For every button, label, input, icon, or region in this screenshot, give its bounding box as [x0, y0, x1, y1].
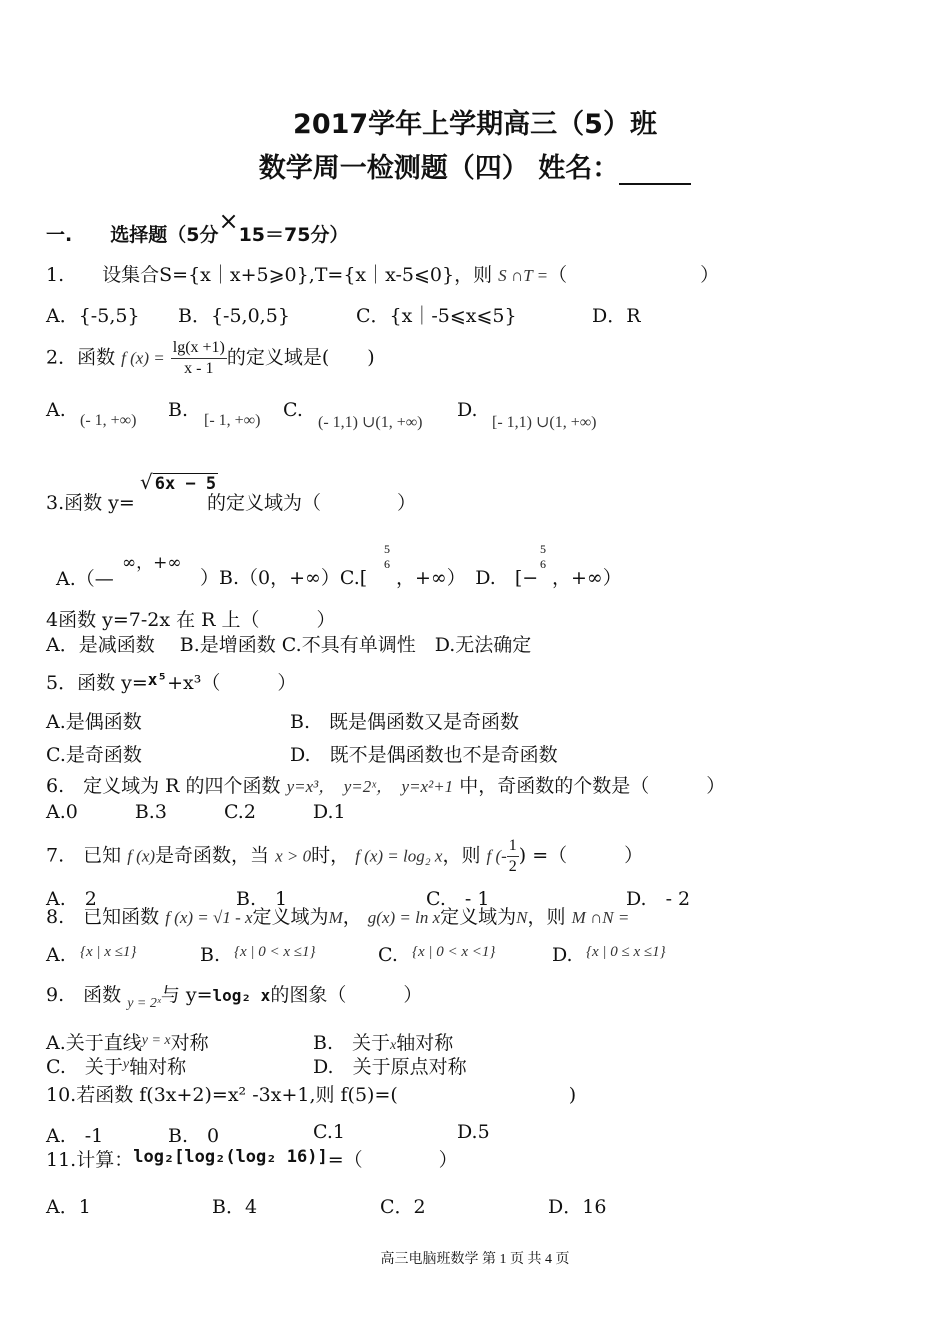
q11-post: =（ ） — [327, 1149, 458, 1171]
q9-c-text2: 轴对称 — [129, 1056, 187, 1078]
q2-fx: f (x) = — [121, 348, 165, 368]
q7-fraction — [507, 836, 519, 877]
q1-option-a: A．{-5,5} — [46, 305, 140, 327]
q8-N: N — [516, 908, 528, 927]
q11-option-d: D．16 — [548, 1196, 607, 1218]
section-rest: 15＝75分） — [238, 224, 349, 246]
q6-options: A.0 B.3 C.2 D.1 — [46, 801, 346, 823]
q9-a-text: A.关于直线 — [46, 1032, 142, 1054]
q6-post: 中，奇函数的个数是（ ） — [459, 775, 726, 797]
q10-option-d: D.5 — [457, 1121, 490, 1143]
q3-fraction-d — [540, 542, 546, 572]
q9-c-text: C. 关于 — [46, 1056, 123, 1078]
q7-den: 2 — [508, 858, 517, 875]
q8-mid: 定义域为 — [252, 906, 329, 928]
q9-y2x: y = 2ˣ — [127, 996, 161, 1011]
q8-mid4: ，则 — [527, 906, 566, 928]
q8-option-a-label: A. — [46, 944, 66, 966]
q5-option-b: B. 既是偶函数又是奇函数 — [290, 711, 520, 733]
q1-option-c: C．{x｜-5⩽x⩽5} — [356, 305, 517, 327]
q7-ask: f (- — [486, 846, 507, 866]
q3-radicand: 6x − 5 — [154, 474, 217, 494]
q3-fraction-c-inner — [384, 542, 390, 572]
q9-c-math: y — [122, 1057, 130, 1072]
q11-pre: 11.计算： — [46, 1149, 134, 1171]
q10-option-a: A. -1 — [46, 1125, 104, 1147]
q7-num: 1 — [507, 836, 519, 857]
q11-option-a: A．1 — [46, 1196, 91, 1218]
sqrt-icon: √ — [140, 470, 153, 494]
name-blank — [619, 161, 691, 185]
q11-expr: log₂[log₂(log₂ 16)] — [133, 1147, 328, 1167]
q7-mid: 是奇函数，当 — [155, 844, 270, 867]
q7-option-a: A. 2 — [46, 888, 97, 910]
q9-a-math: y = x — [141, 1033, 171, 1048]
q7-close: ) =（ ） — [518, 844, 644, 867]
q8-option-c: {x | 0 < x <1} — [412, 944, 496, 960]
q2-option-d-label: D. — [457, 399, 478, 421]
q9-b-text: B. 关于 — [313, 1032, 391, 1054]
q3-fraction-d-inner — [540, 542, 546, 572]
q1-paren: （ ） — [548, 264, 720, 286]
q3-d-num: 5 — [540, 542, 546, 556]
q2-option-b: [- 1, +∞) — [204, 412, 261, 429]
q8-option-a: {x | x ≤1} — [80, 944, 137, 960]
q9-post: 的图象（ ） — [270, 984, 423, 1006]
q1-math: S ∩T = — [498, 266, 549, 285]
q8-f: f (x) = √1 - x — [165, 908, 253, 927]
q3-option-b-c: ）B.（0，+∞）C.[ — [200, 567, 368, 589]
q7-pre: 7. 已知 — [46, 844, 122, 867]
q7-cond: x > 0 — [275, 846, 312, 866]
q3-option-d-rest: ，+∞） — [552, 567, 622, 589]
q1-stem: 1. 设集合S={x｜x+5⩾0},T={x｜x-5⩽0}，则 — [46, 264, 493, 286]
q3-option-a-range: ∞，+∞ — [122, 553, 182, 573]
q9-pre: 9. 函数 — [46, 984, 122, 1006]
page-title-line2 — [0, 146, 950, 185]
title-line2-text: 数学周一检测题（四） 姓名： — [258, 153, 620, 184]
q11-option-b: B．4 — [212, 1196, 258, 1218]
q2-option-a-label: A. — [46, 399, 66, 421]
q1-option-b: B．{-5,0,5} — [178, 305, 290, 327]
q3-c-num: 5 — [384, 542, 390, 556]
q2-post: 的定义域是( ) — [226, 346, 375, 369]
q8-g: g(x) = ln x — [367, 908, 441, 927]
q7-f: f (x) — [127, 846, 156, 866]
q5-post: +x³（ ） — [167, 672, 297, 694]
q2-option-c-label: C. — [283, 399, 303, 421]
q3-fraction-c — [384, 542, 390, 572]
q7-option-c: C. - 1 — [426, 888, 490, 910]
q8-M: M — [328, 908, 343, 927]
q8-mid3: 定义域为 — [440, 906, 517, 928]
q7-option-b: B. 1 — [236, 888, 288, 910]
q4-options: A．是减函数 B.是增函数 C.不具有单调性 D.无法确定 — [46, 634, 532, 656]
q9-log: log₂ x — [212, 986, 271, 1005]
q8-option-b-label: B. — [200, 944, 221, 966]
question-9 — [46, 984, 423, 1011]
q3-option-a: A.（— — [56, 568, 114, 590]
q8-option-b: {x | 0 < x ≤1} — [234, 944, 316, 960]
q5-option-d: D. 既不是偶函数也不是奇函数 — [290, 744, 558, 766]
q7-log: f (x) = log₂ x — [355, 846, 443, 866]
q7-mid3: ，则 — [442, 844, 481, 867]
q6-funcs: y=x³， y=2ˣ， y=x²+1 — [286, 777, 454, 796]
q9-option-a — [46, 1028, 209, 1055]
q9-a-text2: 对称 — [170, 1032, 209, 1054]
q9-b-math: x — [390, 1038, 397, 1053]
q2-numerator: lg(x +1) — [171, 338, 227, 359]
question-7 — [46, 836, 643, 877]
q7-mid2: 时， — [311, 844, 350, 867]
section-label: 一. 选择题（5分 — [46, 224, 219, 246]
question-5 — [46, 672, 296, 696]
q8-option-c-label: C. — [378, 944, 398, 966]
question-2 — [46, 338, 375, 379]
q8-option-d: {x | 0 ≤ x ≤1} — [586, 944, 666, 960]
page-title-line1: 2017学年上学期高三（5）班 — [293, 109, 657, 140]
q2-pre: 2．函数 — [46, 346, 116, 369]
q8-pre: 8. 已知函数 — [46, 906, 160, 928]
q8-ask: M ∩N = — [571, 908, 630, 927]
q2-fraction — [171, 338, 227, 379]
q2-option-c: (- 1,1) ∪(1, +∞) — [318, 414, 423, 431]
q2-option-a: (- 1, +∞) — [80, 412, 137, 429]
q5-option-a: A.是偶函数 — [46, 711, 142, 733]
times-sign: × — [218, 207, 239, 235]
q2-option-d: [- 1,1) ∪(1, +∞) — [492, 414, 597, 431]
q3-c-den: 6 — [384, 557, 390, 571]
question-11 — [46, 1149, 458, 1173]
q9-option-c — [46, 1052, 186, 1079]
q8-option-d-label: D. — [552, 944, 573, 966]
question-8 — [46, 906, 629, 930]
question-6 — [46, 775, 725, 799]
q3-option-c-rest: ，+∞） D. [− — [396, 567, 539, 589]
q3-pre: 3.函数 y= — [46, 492, 135, 514]
q6-stem: 6. 定义域为 R 的四个函数 — [46, 775, 281, 797]
q10-stem: 10.若函数 f(3x+2)=x² -3x+1,则 f(5)=( ) — [46, 1084, 577, 1106]
q3-post: 的定义域为（ ） — [207, 492, 417, 514]
q8-mid2: ， — [342, 906, 362, 928]
q2-denominator: x - 1 — [184, 360, 214, 377]
section-heading — [46, 207, 349, 248]
q10-option-b: B. 0 — [168, 1125, 220, 1147]
q10-option-c: C.1 — [313, 1121, 345, 1143]
q11-option-c: C．2 — [380, 1196, 426, 1218]
q5-pre: 5．函数 y= — [46, 672, 148, 694]
q4-stem: 4函数 y=7-2x 在 R 上（ ） — [46, 609, 336, 631]
question-1 — [46, 264, 719, 288]
q1-option-d: D．R — [592, 305, 641, 327]
q7-option-d: D. - 2 — [626, 888, 691, 910]
q2-option-b-label: B. — [168, 399, 189, 421]
q9-b-text2: 轴对称 — [396, 1032, 454, 1054]
q9-mid: 与 y= — [160, 984, 213, 1006]
q9-option-d: D. 关于原点对称 — [313, 1056, 467, 1078]
page-footer: 高三电脑班数学 第 1 页 共 4 页 — [380, 1252, 570, 1267]
q5-x5: x⁵ — [147, 670, 168, 689]
q5-option-c: C.是奇函数 — [46, 744, 142, 766]
q3-d-den: 6 — [540, 557, 546, 571]
q9-option-b — [313, 1028, 453, 1055]
